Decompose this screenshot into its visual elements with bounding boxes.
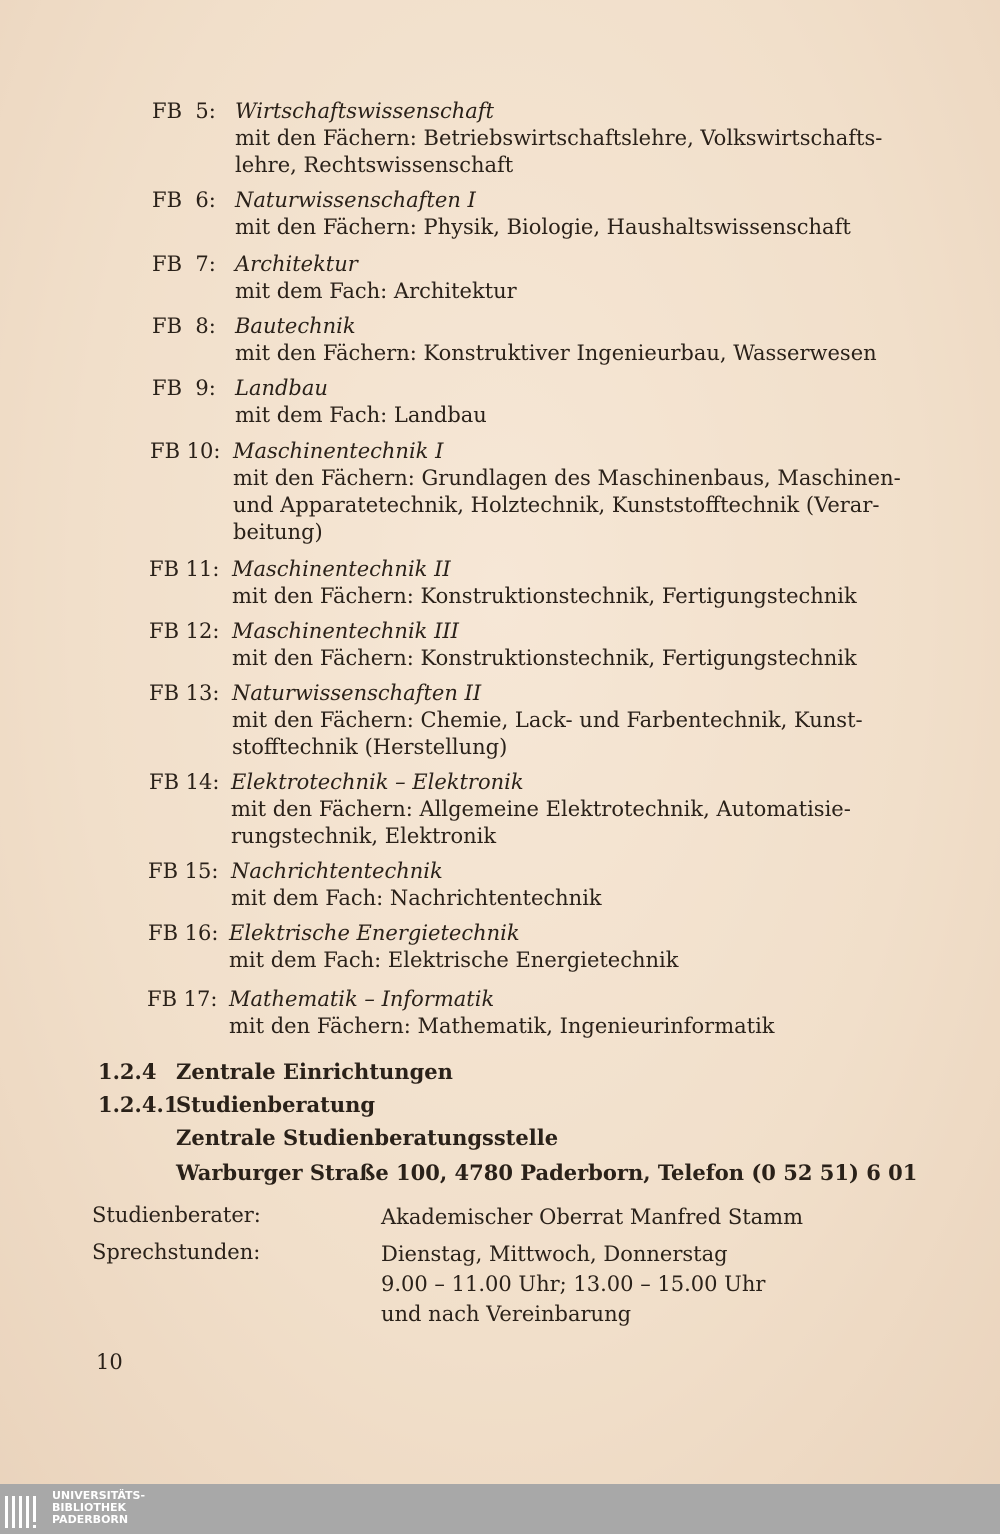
faculty-subjects — [232, 583, 872, 610]
faculty-code: FB 9: — [152, 376, 216, 400]
faculty-subjects-line: beitung) — [233, 520, 323, 544]
faculty-title: Landbau — [235, 376, 328, 400]
faculty-subjects-line: mit dem Fach: Nachrichtentechnik — [231, 886, 602, 910]
faculty-subjects — [233, 465, 901, 546]
advisor-label: Studienberater: — [92, 1203, 261, 1227]
faculty-subjects — [235, 402, 875, 429]
faculty-subjects-line: mit den Fächern: Konstruktiver Ingenieurbau, Wasserwesen — [235, 341, 877, 365]
faculty-title: Naturwissenschaften II — [232, 681, 482, 705]
faculty-title: Mathematik – Informatik — [229, 987, 495, 1011]
faculty-code: FB 14: — [149, 770, 220, 794]
page-number: 10 — [96, 1350, 123, 1374]
faculty-title: Elektrotechnik – Elektronik — [231, 770, 524, 794]
library-name-line3: PADERBORN — [52, 1513, 129, 1526]
faculty-subjects — [229, 947, 869, 974]
hours-appointment: und nach Vereinbarung — [381, 1302, 632, 1326]
faculty-subjects-line: rungstechnik, Elektronik — [231, 824, 497, 848]
library-name — [52, 1490, 145, 1526]
office-name: Zentrale Studienberatungsstelle — [176, 1125, 559, 1150]
faculty-subjects-line: mit den Fächern: Mathematik, Ingenieurinformatik — [229, 1014, 775, 1038]
faculty-subjects-line: mit dem Fach: Architektur — [235, 279, 517, 303]
faculty-subjects-line: lehre, Rechtswissenschaft — [235, 153, 514, 177]
faculty-code: FB 6: — [152, 188, 216, 212]
faculty-subjects-line: mit den Fächern: Chemie, Lack- und Farbentechnik, Kunst- — [232, 708, 863, 732]
faculty-title: Naturwissenschaften I — [235, 188, 476, 212]
faculty-title: Nachrichtentechnik — [231, 859, 443, 883]
advisor-value: Akademischer Oberrat Manfred Stamm — [381, 1205, 803, 1229]
hours-times: 9.00 – 11.00 Uhr; 13.00 – 15.00 Uhr — [381, 1272, 766, 1296]
faculty-subjects-line: mit dem Fach: Elektrische Energietechnik — [229, 948, 679, 972]
faculty-title: Maschinentechnik I — [233, 439, 444, 463]
faculty-subjects-line: mit den Fächern: Grundlagen des Maschinenbaus, Maschinen- — [233, 466, 901, 490]
section-number-1-2-4-1: 1.2.4.1 — [98, 1092, 179, 1117]
faculty-code: FB 13: — [149, 681, 220, 705]
faculty-subjects-line: mit den Fächern: Konstruktionstechnik, Fertigungstechnik — [232, 584, 857, 608]
faculty-subjects — [235, 214, 875, 241]
library-logo — [0, 1488, 160, 1532]
faculty-code: FB 8: — [152, 314, 216, 338]
section-title-studienberatung: Studienberatung — [176, 1092, 376, 1117]
faculty-code: FB 17: — [147, 987, 218, 1011]
faculty-code: FB 5: — [152, 99, 216, 123]
hours-label: Sprechstunden: — [92, 1240, 261, 1264]
faculty-subjects-line: und Apparatetechnik, Holztechnik, Kunststofftechnik (Verar- — [233, 493, 880, 517]
library-bars-icon — [4, 1490, 44, 1530]
faculty-title: Elektrische Energietechnik — [229, 921, 520, 945]
faculty-title: Wirtschaftswissenschaft — [235, 99, 494, 123]
faculty-code: FB 10: — [150, 439, 221, 463]
faculty-title: Bautechnik — [235, 314, 356, 338]
faculty-title: Architektur — [235, 252, 358, 276]
faculty-code: FB 11: — [149, 557, 220, 581]
faculty-subjects — [229, 1013, 869, 1040]
faculty-subjects — [231, 885, 871, 912]
faculty-subjects-line: mit den Fächern: Konstruktionstechnik, Fertigungstechnik — [232, 646, 857, 670]
faculty-subjects — [232, 707, 872, 761]
faculty-code: FB 12: — [149, 619, 220, 643]
faculty-subjects — [232, 645, 872, 672]
faculty-title: Maschinentechnik II — [232, 557, 451, 581]
faculty-subjects — [231, 796, 871, 850]
faculty-subjects — [235, 340, 875, 367]
library-name-line1: UNIVERSITÄTS- — [52, 1489, 146, 1502]
faculty-subjects — [235, 278, 875, 305]
faculty-subjects-line: mit den Fächern: Allgemeine Elektrotechnik, Automatisie- — [231, 797, 851, 821]
hours-days: Dienstag, Mittwoch, Donnerstag — [381, 1242, 728, 1266]
faculty-subjects — [235, 125, 883, 179]
faculty-code: FB 15: — [148, 859, 219, 883]
faculty-title: Maschinentechnik III — [232, 619, 459, 643]
section-number-1-2-4: 1.2.4 — [98, 1059, 157, 1084]
faculty-code: FB 7: — [152, 252, 216, 276]
faculty-subjects-line: mit den Fächern: Physik, Biologie, Haushaltswissenschaft — [235, 215, 851, 239]
faculty-code: FB 16: — [148, 921, 219, 945]
library-name-line2: BIBLIOTHEK — [52, 1501, 127, 1514]
office-address: Warburger Straße 100, 4780 Paderborn, Telefon (0 52 51) 6 01 — [176, 1160, 918, 1185]
faculty-subjects-line: mit den Fächern: Betriebswirtschaftslehre, Volkswirtschafts- — [235, 126, 883, 150]
section-title-zentrale-einrichtungen: Zentrale Einrichtungen — [176, 1059, 453, 1084]
faculty-subjects-line: mit dem Fach: Landbau — [235, 403, 487, 427]
faculty-subjects-line: stofftechnik (Herstellung) — [232, 735, 508, 759]
